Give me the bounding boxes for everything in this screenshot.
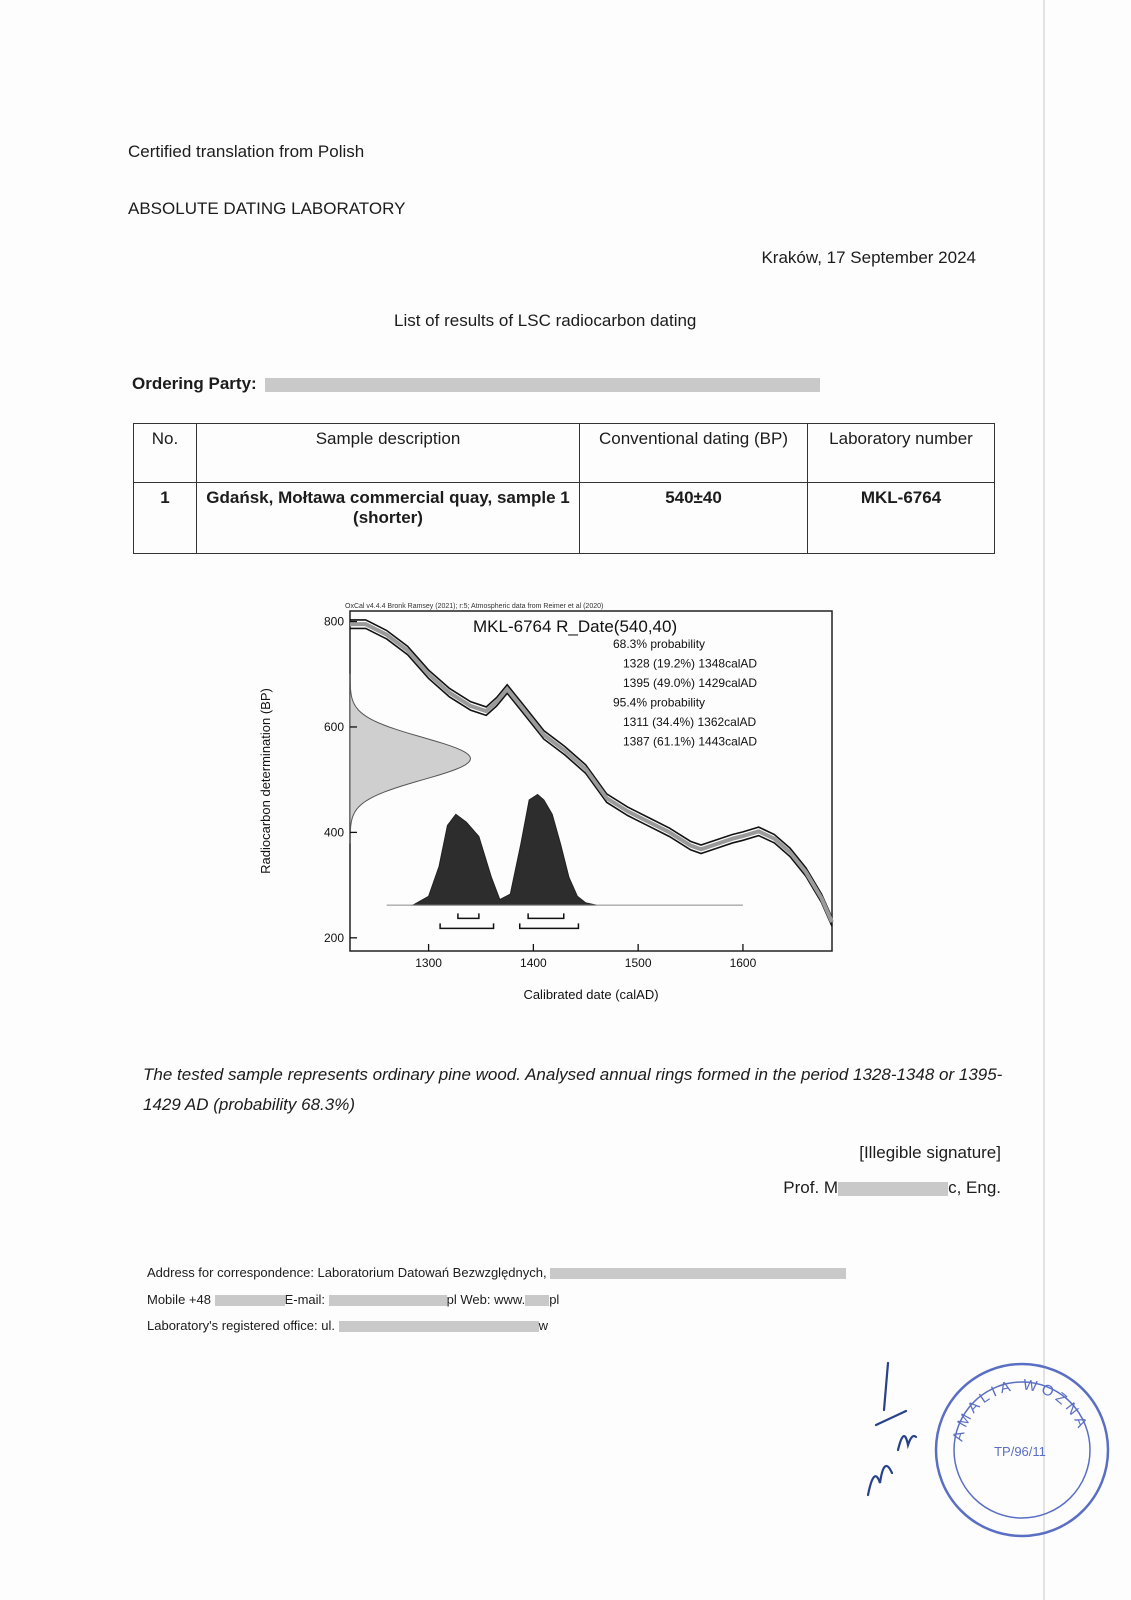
table-header-row (134, 424, 995, 483)
redaction-bar (550, 1268, 846, 1279)
header-no: No. (134, 424, 197, 483)
footer-mobile-label: Mobile +48 (147, 1292, 211, 1307)
chart-annotation: 1395 (49.0%) 1429calAD (623, 676, 758, 690)
x-tick-label: 1500 (624, 956, 652, 970)
results-list-title: List of results of LSC radiocarbon dating (394, 311, 697, 330)
y-tick-label: 400 (323, 825, 344, 840)
stamp-text: AMALIA WOZNA (949, 1376, 1092, 1443)
svg-text:AMALIA WOZNA (950, 1376, 1092, 1442)
footer-office-label: Laboratory's registered office: ul. (147, 1318, 335, 1333)
redaction-bar (838, 1182, 948, 1196)
results-table (133, 423, 995, 554)
x-tick-label: 1600 (729, 956, 757, 970)
footer-email-label: E-mail: (284, 1292, 326, 1307)
footer-contact (147, 1292, 559, 1307)
footer-address-text: Address for correspondence: Laboratorium Datowań Bezwzględnych, (147, 1265, 547, 1280)
range-bracket-68 (528, 913, 564, 918)
conclusion-text: The tested sample represents ordinary pine wood. Analysed annual rings formed in the period 1328-1348 or 1395-1429 AD (probability 68.3%) (143, 1065, 1003, 1114)
certified-translation-note: Certified translation from Polish (128, 142, 365, 161)
signatory-name-end: c, Eng. (948, 1178, 1001, 1197)
laboratory-name: ABSOLUTE DATING LABORATORY (128, 199, 406, 218)
calibration-chart (245, 596, 885, 1016)
redaction-bar (339, 1321, 539, 1332)
stamp-number: TP/96/11 (994, 1444, 1046, 1459)
chart-title: MKL-6764 R_Date(540,40) (473, 617, 678, 636)
footer-web-suffix: pl (549, 1292, 560, 1307)
row-conventional-dating: 540±40 (580, 483, 808, 554)
x-tick-label: 1300 (415, 956, 442, 970)
chart-annotation: 95.4% probability (613, 695, 706, 710)
signature-note: [Illegible signature] (859, 1143, 1001, 1162)
redaction-bar (265, 378, 820, 392)
header-sample-description: Sample description (197, 424, 580, 483)
range-bracket-95 (520, 923, 579, 928)
official-stamp (932, 1360, 1112, 1540)
ordering-party (132, 374, 820, 394)
row-sample-description: Gdańsk, Mołtawa commercial quay, sample 1 (shorter) (197, 483, 580, 554)
signatory-name-start: Prof. M (783, 1178, 839, 1197)
calibrated-distribution (413, 794, 596, 905)
table-row (134, 483, 995, 554)
x-tick-label: 1400 (520, 956, 547, 970)
y-tick-label: 600 (323, 719, 344, 734)
chart-annotation: 68.3% probability (613, 637, 706, 651)
header-laboratory-number: Laboratory number (808, 424, 995, 483)
range-bracket-95 (440, 923, 493, 928)
header-conventional-dating: Conventional dating (BP) (580, 424, 808, 483)
place-and-date: Kraków, 17 September 2024 (761, 248, 976, 267)
range-bracket-68 (458, 913, 479, 918)
handwritten-signature (846, 1355, 926, 1515)
chart-annotation: 1387 (61.1%) 1443calAD (623, 734, 758, 749)
signatory-name (783, 1178, 1001, 1198)
y-tick-label: 200 (323, 930, 344, 945)
chart-annotation: 1328 (19.2%) 1348calAD (623, 656, 758, 671)
row-no: 1 (134, 483, 197, 554)
redaction-bar (525, 1295, 549, 1306)
redaction-bar (329, 1295, 447, 1306)
chart-source-line: OxCal v4.4.4 Bronk Ramsey (2021); r:5; Atmospheric data from Reimer et al (2020) (345, 603, 604, 610)
row-laboratory-number: MKL-6764 (808, 483, 995, 554)
y-axis-label: Radiocarbon determination (BP) (258, 688, 273, 874)
footer-address (147, 1265, 846, 1280)
footer-office (147, 1318, 548, 1333)
y-tick-label: 800 (323, 614, 344, 629)
ordering-party-label: Ordering Party: (132, 374, 257, 393)
chart-annotation: 1311 (34.4%) 1362calAD (623, 715, 757, 729)
footer-office-end: w (538, 1318, 548, 1333)
footer-web-label: pl Web: www. (446, 1292, 526, 1307)
x-axis-label: Calibrated date (calAD) (523, 987, 659, 1002)
redaction-bar (215, 1295, 285, 1306)
